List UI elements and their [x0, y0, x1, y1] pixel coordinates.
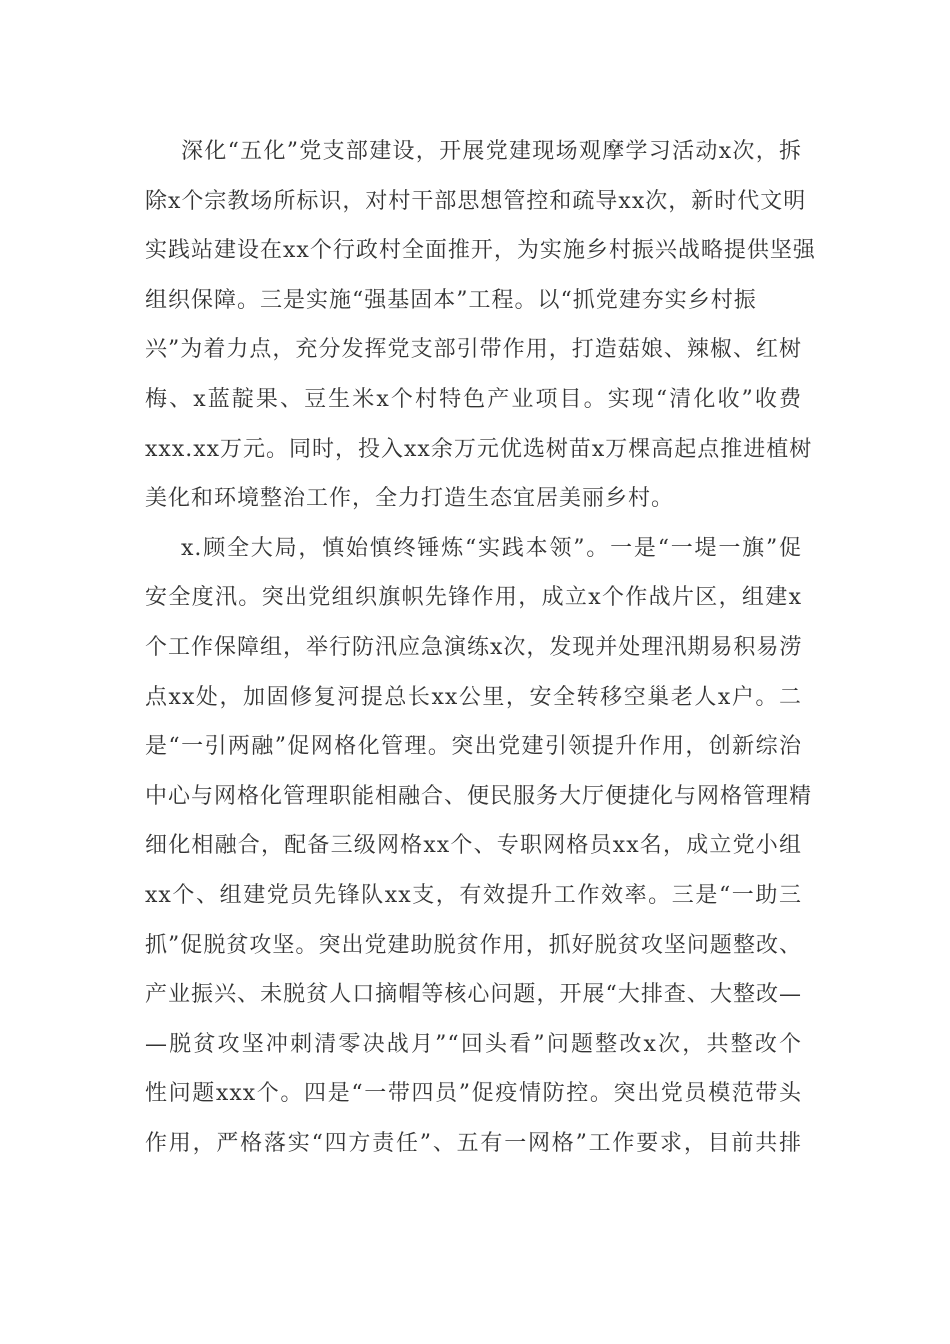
text-line: 组织保障。三是实施“强基固本”工程。以“抓党建夯实乡村振: [145, 287, 757, 313]
text-line: x.顾全大局，慎始慎终锤炼“实践本领”。一是“一堤一旗”促: [181, 535, 802, 561]
text-line: 深化“五化”党支部建设，开展党建现场观摩学习活动x次，拆: [181, 139, 802, 164]
text-line: 安全度汛。突出党组织旗帜先锋作用，成立x个作战片区，组建x: [145, 585, 802, 611]
paragraph-1: [145, 127, 816, 524]
text-line: —脱贫攻坚冲刺清零决战月”“回头看”问题整改x次，共整改个: [145, 1031, 802, 1057]
text-line: xxx.xx万元。同时，投入xx余万元优选树苗x万棵高起点推进植树: [145, 436, 813, 462]
text-line: 中心与网格化管理职能相融合、便民服务大厅便捷化与网格管理精: [145, 783, 813, 809]
text-line: 个工作保障组，举行防汛应急演练x次，发现并处理汛期易积易涝: [145, 634, 803, 660]
text-line: 产业振兴、未脱贫人口摘帽等核心问题，开展“大排查、大整改—: [145, 982, 802, 1008]
text-line: 性问题xxx个。四是“一带四员”促疫情防控。突出党员模范带头: [145, 1081, 802, 1107]
document-page: [145, 127, 816, 1168]
text-line: 实践站建设在xx个行政村全面推开，为实施乡村振兴战略提供坚强: [145, 238, 816, 264]
paragraph-2: [145, 524, 813, 1169]
text-line: 梅、x蓝靛果、豆生米x个村特色产业项目。实现“清化收”收费: [145, 386, 802, 412]
text-line: 作用，严格落实“四方责任”、五有一网格”工作要求，目前共排: [145, 1130, 802, 1156]
text-line: 是“一引两融”促网格化管理。突出党建引领提升作用，创新综治: [145, 734, 802, 760]
text-line: 细化相融合，配备三级网格xx个、专职网格员xx名，成立党小组: [145, 833, 802, 859]
text-line: 点xx处，加固修复河提总长xx公里，安全转移空巢老人x户。二: [145, 684, 802, 710]
text-line: 除x个宗教场所标识，对村干部思想管控和疏导xx次，新时代文明: [145, 188, 807, 214]
text-line: 抓”促脱贫攻坚。突出党建助脱贫作用，抓好脱贫攻坚问题整改、: [145, 932, 802, 958]
text-line: 美化和环境整治工作，全力打造生态宜居美丽乡村。: [145, 486, 675, 512]
text-line: 兴”为着力点，充分发挥党支部引带作用，打造菇娘、辣椒、红树: [145, 337, 802, 363]
text-line: xx个、组建党员先锋队xx支，有效提升工作效率。三是“一助三: [145, 882, 802, 908]
